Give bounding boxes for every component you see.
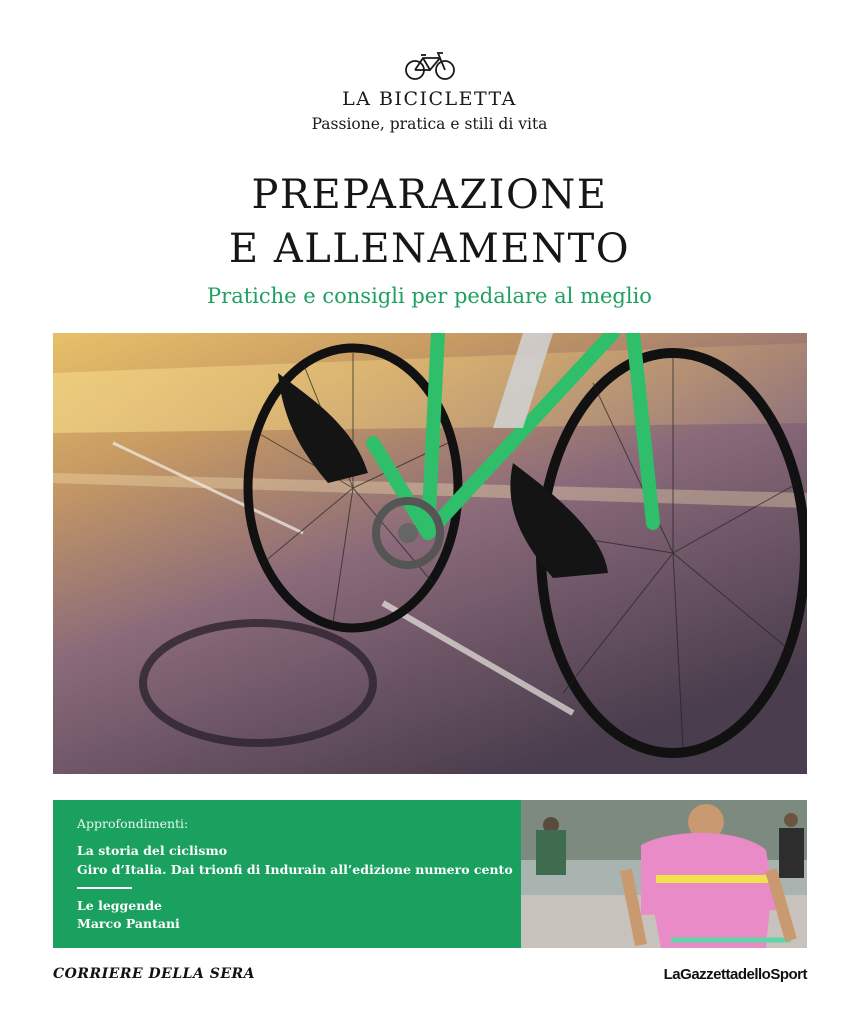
publisher-corriere-logo: CORRIERE DELLA SERA	[53, 966, 256, 982]
further-reading-heading-2: Le leggende	[77, 898, 163, 913]
book-title	[0, 168, 859, 276]
cyclist-hero-image	[53, 333, 807, 774]
divider	[77, 887, 132, 889]
bicycle-icon	[404, 50, 456, 86]
series-title: LA BICICLETTA	[342, 88, 517, 110]
series-logo	[0, 50, 859, 86]
further-reading-text-2: Marco Pantani	[77, 916, 180, 931]
pantani-photo	[521, 800, 807, 948]
book-title-line-2: E ALLENAMENTO	[228, 226, 631, 272]
further-reading-heading-1: La storia del ciclismo	[77, 843, 228, 858]
further-reading-box	[53, 800, 521, 948]
series-subtitle: Passione, pratica e stili di vita	[311, 115, 548, 133]
book-subtitle: Pratiche e consigli per pedalare al meglio	[207, 284, 652, 308]
further-reading-text-1: Giro d’Italia. Dai trionfi di Indurain all’edizione numero cento	[77, 862, 513, 877]
further-reading-label: Approfondimenti:	[77, 816, 189, 831]
publisher-gazzetta-logo: LaGazzettadelloSport	[663, 966, 807, 983]
book-title-line-1: PREPARAZIONE	[251, 172, 608, 218]
